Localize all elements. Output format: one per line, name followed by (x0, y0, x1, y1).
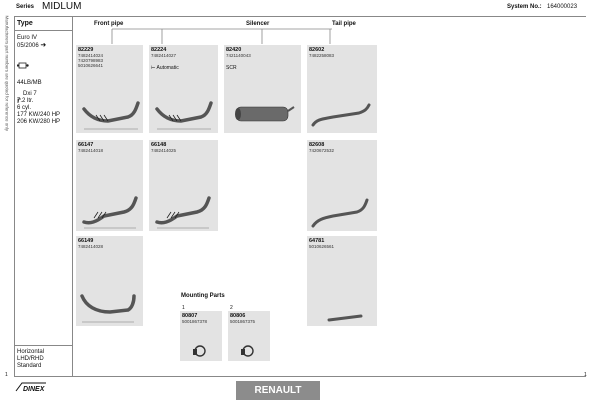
production-date (17, 42, 46, 50)
part-ref: 5010626561 (309, 244, 335, 249)
tail-pipe-drawing (307, 140, 377, 231)
part-card-82224[interactable] (149, 45, 218, 133)
engine-icon-svg (17, 62, 29, 69)
part-ref: 7482414028 (78, 244, 104, 249)
front-pipe-drawing (76, 140, 143, 231)
sidebar-left-border (14, 16, 15, 376)
part-card-66149[interactable] (76, 236, 143, 326)
front-pipe-drawing (149, 45, 218, 133)
part-ref: 7482414018 (78, 148, 104, 153)
part-code: 66147 (78, 142, 94, 148)
front-pipe-drawing (76, 236, 143, 326)
spec-3: 177 KW/240 HP (17, 112, 61, 118)
brand-label: RENAULT (236, 381, 320, 400)
part-ref: 7421140043 (226, 53, 251, 58)
sidebar-footer-divider (14, 345, 72, 346)
part-code: 80807 (182, 313, 198, 319)
column-silencer: Silencer (246, 21, 270, 27)
mounting-card-80807[interactable] (180, 311, 222, 361)
engine-code: 44LB/MB (17, 80, 42, 86)
front-pipe-drawing (76, 45, 143, 133)
part-ref: 5001867378 (182, 319, 208, 324)
type-label: Type (17, 20, 33, 27)
part-card-66148[interactable] (149, 140, 218, 231)
production-date-text: 05/2006 (17, 43, 39, 49)
part-code: 82229 (78, 47, 94, 53)
transmission-note-text: Automatic (156, 65, 179, 71)
part-card-82602[interactable] (307, 45, 377, 133)
part-code: 80806 (230, 313, 246, 319)
column-connectors (72, 16, 372, 46)
part-ref: 7482414027 (151, 53, 177, 58)
arrow-right-icon: ➜ (40, 42, 47, 49)
series-label-text: Series (16, 4, 35, 10)
dinex-logo-text: DINEX (23, 386, 45, 393)
page-marker-right: 1 (584, 372, 587, 378)
clamp-icon (180, 311, 222, 361)
system-value: 164000023 (547, 4, 578, 10)
part-ref: 5010626641 (78, 63, 104, 68)
tail-pipe-drawing (307, 236, 377, 326)
part-card-64781[interactable] (307, 236, 377, 326)
page-marker-left: 1 (5, 372, 8, 378)
column-tail-pipe: Tail pipe (332, 21, 356, 27)
type-divider (14, 30, 72, 31)
series-value: MIDLUM (42, 1, 82, 12)
part-code: 82602 (309, 47, 325, 53)
layout-horizontal: Horizontal (17, 349, 45, 355)
part-code: 66148 (151, 142, 167, 148)
part-ref: 7482258083 (309, 53, 335, 58)
spec-1: 7.2 ltr. (17, 98, 34, 104)
mounting-parts-title: Mounting Parts (181, 293, 225, 299)
sidebar-right-border (72, 16, 73, 376)
series-label (16, 4, 34, 11)
part-ref: 7482414025 (151, 148, 177, 153)
column-front-pipe: Front pipe (94, 21, 124, 27)
front-pipe-drawing (149, 140, 218, 231)
part-ref: 7420672532 (309, 148, 335, 153)
footer-divider (14, 376, 586, 377)
part-code: 82224 (151, 47, 167, 53)
layout-standard: Standard (17, 363, 42, 369)
part-ref: 5001867375 (230, 319, 256, 324)
part-ref: 7420798983 (78, 58, 104, 63)
silencer-drawing (224, 45, 301, 133)
reference-note: Manufacturers part numbers are quoted for reference only (4, 15, 10, 132)
automatic-icon: ⊢ (151, 65, 156, 71)
part-code: 66149 (78, 238, 94, 244)
tail-pipe-drawing (307, 45, 377, 133)
spec-2: 6 cyl. (17, 105, 32, 111)
dinex-logo-svg (14, 380, 48, 394)
mounting-qty-1: 1 (182, 305, 185, 311)
scr-note: SCR (226, 65, 237, 71)
system-label: System No.: (507, 4, 542, 10)
part-code: 64781 (309, 238, 325, 244)
dinex-logo (14, 380, 48, 399)
part-card-82229[interactable] (76, 45, 143, 133)
layout-drive: LHD/RHD (17, 356, 44, 362)
spec-4: 206 KW/280 HP (17, 119, 61, 125)
mounting-qty-2: 2 (230, 305, 233, 311)
part-code: 82420 (226, 47, 242, 53)
engine-icon (17, 56, 29, 74)
part-card-66147[interactable] (76, 140, 143, 231)
mounting-card-80806[interactable] (228, 311, 270, 361)
clamp-icon (228, 311, 270, 361)
part-ref: 7482414024 (78, 53, 104, 58)
part-card-82608[interactable] (307, 140, 377, 231)
euro-norm: Euro IV (17, 35, 38, 41)
part-card-82420[interactable] (224, 45, 301, 133)
part-code: 82608 (309, 142, 325, 148)
spec-0: Dxi 7 (23, 91, 37, 97)
